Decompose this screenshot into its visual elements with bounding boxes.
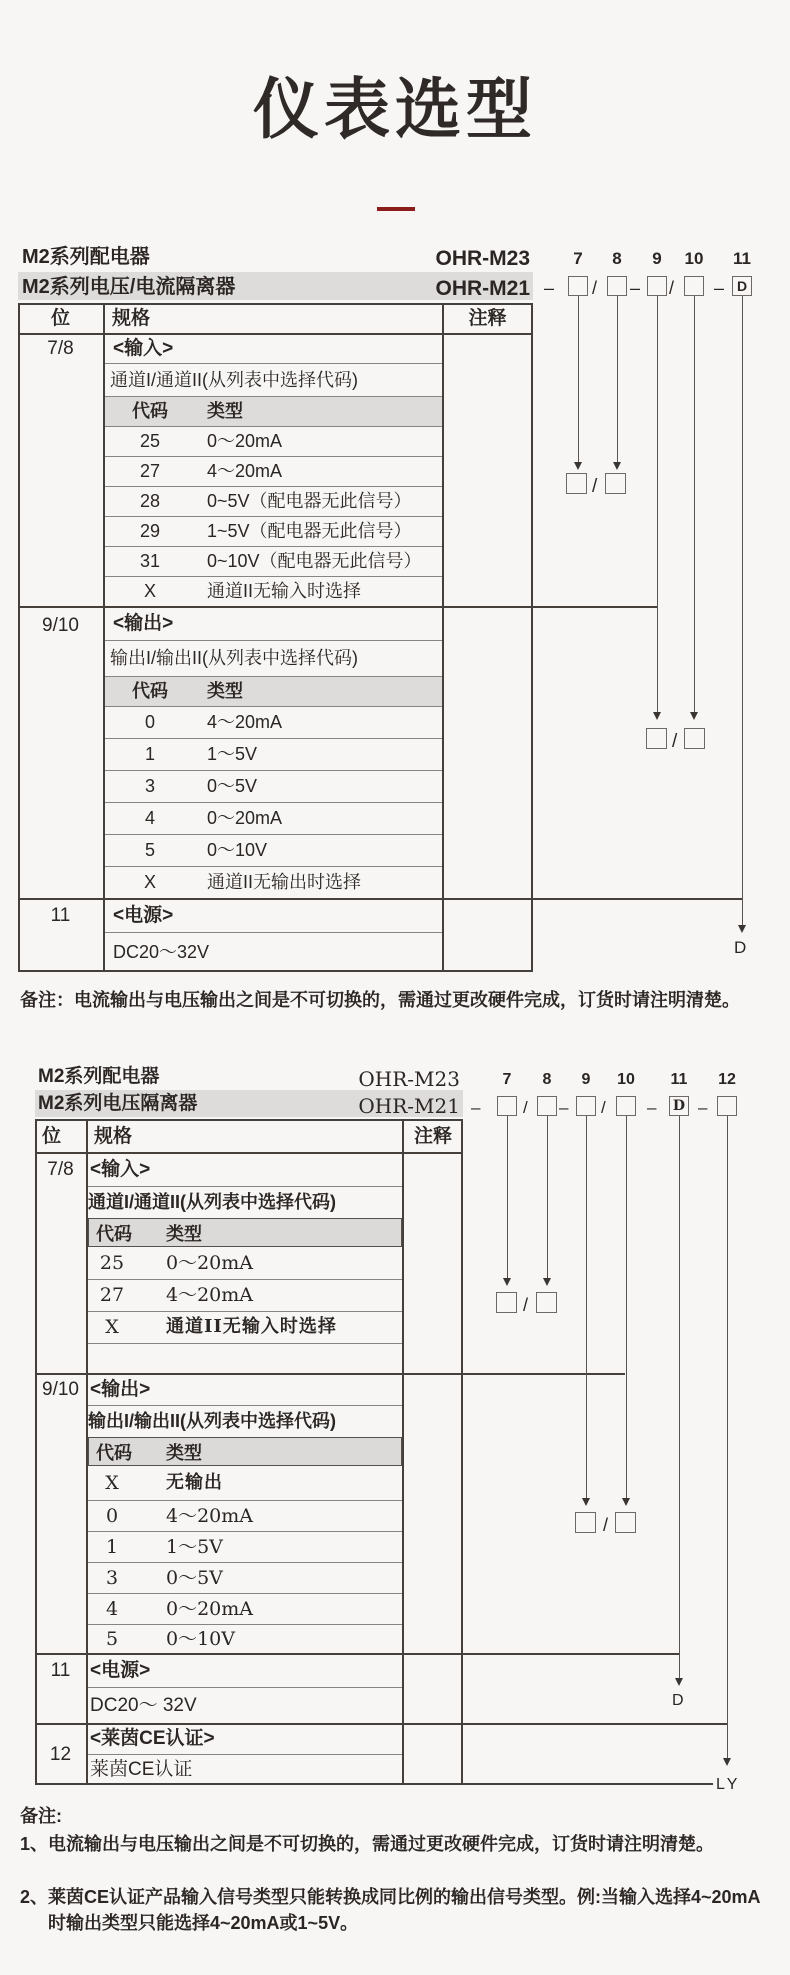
target-slash: / bbox=[603, 1515, 609, 1535]
row-border bbox=[105, 770, 442, 771]
row-border bbox=[18, 333, 533, 335]
output-code-target-box bbox=[615, 1512, 636, 1533]
ce-cert-value: 莱茵CE认证 bbox=[90, 1759, 193, 1780]
code-cell: 25 bbox=[99, 1252, 125, 1274]
code-slot-box-12 bbox=[717, 1096, 737, 1116]
code-type-header-band bbox=[88, 1437, 402, 1466]
type-cell: 4～20mA bbox=[166, 1284, 254, 1306]
code-slot-box-10 bbox=[684, 276, 704, 296]
leader-line bbox=[742, 296, 743, 925]
leader-line bbox=[626, 1116, 627, 1498]
code-cell: X bbox=[105, 1316, 119, 1338]
row-border bbox=[105, 834, 442, 835]
arrow-down-icon bbox=[503, 1278, 511, 1286]
code-cell: 5 bbox=[105, 1628, 119, 1650]
section-subtitle: 通道I/通道II(从列表中选择代码) bbox=[88, 1192, 336, 1212]
code-slot-box-9 bbox=[647, 276, 667, 296]
code-slot-box-9 bbox=[576, 1096, 596, 1116]
header-pos: 位 bbox=[42, 1126, 62, 1147]
code-separator-dash: – bbox=[647, 1098, 657, 1117]
code-slot-box-10 bbox=[616, 1096, 636, 1116]
code-separator-dash: – bbox=[544, 278, 555, 298]
row-border bbox=[105, 576, 442, 577]
type-cell: 通道II无输入时选择 bbox=[207, 581, 362, 601]
code-cell: X bbox=[105, 1472, 119, 1494]
input-code-target-box bbox=[605, 473, 626, 494]
target-slash: / bbox=[672, 731, 678, 752]
model-code-ohr-m21: OHR-M21 bbox=[435, 277, 530, 300]
model-code-ohr-m21: OHR-M21 bbox=[358, 1094, 460, 1118]
type-cell: 0～10V bbox=[166, 1628, 235, 1650]
section-border bbox=[18, 606, 533, 608]
position-number-9: 9 bbox=[652, 249, 662, 268]
code-cell: 4 bbox=[105, 1598, 119, 1620]
col-code: 代码 bbox=[96, 1224, 132, 1244]
output-code-target-box bbox=[684, 728, 705, 749]
col-type: 类型 bbox=[207, 681, 243, 701]
leader-line bbox=[586, 1116, 587, 1498]
product-name-m23: M2系列配电器 bbox=[38, 1066, 160, 1087]
position-number-8: 8 bbox=[542, 1071, 552, 1088]
row-border bbox=[105, 456, 442, 457]
section-border bbox=[35, 1373, 463, 1375]
row-border bbox=[88, 1279, 402, 1280]
type-cell: 0~10V（配电器无此信号） bbox=[207, 551, 422, 571]
section-border bbox=[35, 1723, 463, 1725]
code-cell: 0 bbox=[105, 1505, 119, 1527]
section-pos: 11 bbox=[50, 905, 71, 926]
leader-line bbox=[578, 296, 579, 462]
row-border bbox=[105, 396, 442, 397]
header-spec: 规格 bbox=[94, 1126, 133, 1147]
note-item-2: 2、莱茵CE认证产品输入信号类型只能转换成同比例的输出信号类型。例:当输入选择4~20mA时输出类型只能选择4~20mA或1~5V。 bbox=[20, 1887, 761, 1933]
code-cell: 28 bbox=[139, 491, 161, 511]
type-cell: 4～20mA bbox=[207, 461, 283, 481]
code-cell: X bbox=[143, 872, 156, 892]
section-border bbox=[18, 898, 533, 900]
leader-line bbox=[507, 1116, 508, 1278]
code-type-header-band bbox=[88, 1218, 402, 1247]
arrow-down-icon bbox=[723, 1758, 731, 1766]
code-cell: 31 bbox=[139, 551, 161, 571]
position-number-9: 9 bbox=[581, 1071, 591, 1088]
row-border bbox=[105, 426, 442, 427]
code-cell: 1 bbox=[144, 744, 155, 764]
type-cell: 4～20mA bbox=[166, 1505, 254, 1527]
type-cell: 0～10V bbox=[207, 840, 268, 860]
target-slash: / bbox=[523, 1295, 529, 1315]
header-spec: 规格 bbox=[112, 308, 151, 329]
page-title: 仪表选型 bbox=[253, 72, 537, 146]
d-code-box: D bbox=[669, 1096, 689, 1116]
input-code-target-box bbox=[536, 1292, 557, 1313]
col-code: 代码 bbox=[96, 1443, 132, 1463]
col-type: 类型 bbox=[166, 1443, 202, 1463]
section-title: <电源> bbox=[90, 1660, 151, 1681]
row-border bbox=[105, 932, 442, 933]
row-border bbox=[105, 486, 442, 487]
section-title: <输出> bbox=[113, 613, 174, 634]
arrow-down-icon bbox=[622, 1498, 630, 1506]
code-cell: 29 bbox=[139, 521, 161, 541]
arrow-down-icon bbox=[582, 1498, 590, 1506]
note-label: 备注: bbox=[20, 1806, 62, 1826]
product-name-m23: M2系列配电器 bbox=[22, 246, 150, 268]
row-border bbox=[105, 738, 442, 739]
arrow-down-icon bbox=[543, 1278, 551, 1286]
code-separator-slash: / bbox=[601, 1098, 606, 1117]
ce-end-label: LY bbox=[716, 1776, 741, 1793]
type-cell: 0～5V bbox=[207, 776, 258, 796]
header-note: 注释 bbox=[468, 308, 507, 329]
arrow-down-icon bbox=[574, 462, 582, 470]
row-border bbox=[88, 1500, 402, 1501]
code-cell: 5 bbox=[144, 840, 155, 860]
leader-line bbox=[657, 296, 658, 712]
row-border bbox=[105, 363, 442, 364]
row-border bbox=[88, 1343, 402, 1344]
row-border bbox=[88, 1405, 402, 1406]
power-value: DC20～ 32V bbox=[90, 1695, 197, 1716]
row-border bbox=[88, 1687, 402, 1688]
header-pos: 位 bbox=[50, 308, 70, 329]
type-cell: 0～20mA bbox=[207, 431, 283, 451]
model-code-ohr-m23: OHR-M23 bbox=[435, 247, 530, 270]
row-border bbox=[88, 1562, 402, 1563]
col-type: 类型 bbox=[166, 1224, 202, 1244]
code-separator-dash: – bbox=[714, 278, 725, 298]
code-separator-dash: – bbox=[471, 1098, 481, 1117]
code-separator-slash: / bbox=[523, 1098, 528, 1117]
product-name-m21: M2系列电压/电流隔离器 bbox=[22, 276, 236, 298]
type-cell: 1~5V（配电器无此信号） bbox=[207, 521, 412, 541]
section-title: <输入> bbox=[90, 1159, 151, 1180]
code-cell: 25 bbox=[139, 431, 161, 451]
code-separator-slash: / bbox=[669, 278, 675, 298]
section-pos: 11 bbox=[50, 1660, 71, 1681]
code-cell: 27 bbox=[139, 461, 161, 481]
type-cell: 4～20mA bbox=[207, 712, 283, 732]
type-cell: 0～20mA bbox=[166, 1252, 254, 1274]
position-number-11: 11 bbox=[733, 249, 751, 268]
section-subtitle: 通道I/通道II(从列表中选择代码) bbox=[110, 370, 358, 390]
code-slot-box-8 bbox=[537, 1096, 557, 1116]
code-cell: 3 bbox=[105, 1567, 119, 1589]
input-code-target-box bbox=[566, 473, 587, 494]
position-number-8: 8 bbox=[612, 249, 622, 268]
code-cell: 4 bbox=[144, 808, 155, 828]
row-border bbox=[88, 1186, 402, 1187]
section-border-extension bbox=[533, 898, 742, 900]
bottom-border-extension bbox=[463, 1783, 713, 1785]
power-end-label: D bbox=[672, 1692, 684, 1709]
arrow-down-icon bbox=[613, 462, 621, 470]
row-border bbox=[105, 546, 442, 547]
type-cell: 0～5V bbox=[166, 1567, 223, 1589]
header-note: 注释 bbox=[413, 1126, 452, 1147]
note-line: 备注：电流输出与电压输出之间是不可切换的，需通过更改硬件完成，订货时请注明清楚。 bbox=[20, 990, 740, 1010]
code-cell: 1 bbox=[105, 1536, 119, 1558]
section-border-extension bbox=[463, 1723, 727, 1725]
row-border bbox=[105, 640, 442, 641]
power-value: DC20～32V bbox=[113, 942, 210, 962]
col-code: 代码 bbox=[132, 401, 168, 421]
code-cell: 0 bbox=[144, 712, 155, 732]
type-cell: 通道II无输入时选择 bbox=[166, 1316, 337, 1337]
position-number-12: 12 bbox=[718, 1071, 736, 1088]
code-slot-box-7 bbox=[497, 1096, 517, 1116]
row-border bbox=[105, 516, 442, 517]
title-accent-dash bbox=[377, 207, 415, 211]
section-border-extension bbox=[533, 606, 657, 608]
section-title: <莱茵CE认证> bbox=[90, 1728, 215, 1749]
section-border-extension bbox=[463, 1373, 625, 1375]
code-slot-box-8 bbox=[607, 276, 627, 296]
row-border bbox=[88, 1624, 402, 1625]
position-number-7: 7 bbox=[502, 1071, 512, 1088]
section-title: <输入> bbox=[113, 338, 174, 359]
code-separator-dash: – bbox=[630, 278, 641, 298]
position-number-11: 11 bbox=[670, 1071, 688, 1088]
leader-line bbox=[617, 296, 618, 462]
row-border bbox=[88, 1311, 402, 1312]
code-cell: X bbox=[143, 581, 156, 601]
row-border bbox=[105, 706, 442, 707]
position-number-7: 7 bbox=[573, 249, 583, 268]
output-code-target-box bbox=[575, 1512, 596, 1533]
code-separator-dash: – bbox=[698, 1098, 708, 1117]
type-cell: 无输出 bbox=[166, 1472, 223, 1493]
leader-line bbox=[547, 1116, 548, 1278]
section-title: <输出> bbox=[90, 1379, 151, 1400]
row-border bbox=[88, 1531, 402, 1532]
code-cell: 27 bbox=[99, 1284, 125, 1306]
section-border bbox=[35, 1653, 463, 1655]
section-pos: 12 bbox=[49, 1744, 72, 1765]
target-slash: / bbox=[592, 476, 598, 497]
arrow-down-icon bbox=[653, 712, 661, 720]
section-pos: 7/8 bbox=[47, 338, 74, 359]
output-code-target-box bbox=[646, 728, 667, 749]
model-code-ohr-m23: OHR-M23 bbox=[358, 1067, 460, 1091]
row-border bbox=[35, 1152, 463, 1154]
section-subtitle: 输出I/输出II(从列表中选择代码) bbox=[110, 648, 358, 668]
power-end-label: D bbox=[734, 938, 747, 957]
row-border bbox=[88, 1754, 402, 1755]
type-cell: 0～20mA bbox=[207, 808, 283, 828]
section-title: <电源> bbox=[113, 905, 174, 926]
col-type: 类型 bbox=[207, 401, 243, 421]
col-code: 代码 bbox=[132, 681, 168, 701]
leader-line bbox=[694, 296, 695, 712]
section-pos: 7/8 bbox=[47, 1159, 74, 1180]
row-border bbox=[105, 676, 442, 677]
section-border-extension bbox=[463, 1653, 679, 1655]
arrow-down-icon bbox=[675, 1678, 683, 1686]
type-cell: 0～20mA bbox=[166, 1598, 254, 1620]
arrow-down-icon bbox=[690, 712, 698, 720]
d-code-box: D bbox=[732, 276, 752, 296]
type-cell: 0~5V（配电器无此信号） bbox=[207, 491, 412, 511]
row-border bbox=[105, 802, 442, 803]
type-cell: 1～5V bbox=[166, 1536, 223, 1558]
section-pos: 9/10 bbox=[42, 615, 79, 636]
code-slot-box-7 bbox=[568, 276, 588, 296]
arrow-down-icon bbox=[738, 925, 746, 933]
product-name-m21: M2系列电压隔离器 bbox=[38, 1093, 198, 1114]
type-cell: 1～5V bbox=[207, 744, 258, 764]
row-border bbox=[105, 866, 442, 867]
leader-line bbox=[679, 1116, 680, 1678]
row-border bbox=[88, 1593, 402, 1594]
column-divider bbox=[402, 1119, 404, 1785]
section-pos: 9/10 bbox=[42, 1379, 79, 1400]
position-number-10: 10 bbox=[684, 249, 704, 268]
input-code-target-box bbox=[496, 1292, 517, 1313]
section-subtitle: 输出I/输出II(从列表中选择代码) bbox=[88, 1411, 336, 1431]
position-number-10: 10 bbox=[617, 1071, 635, 1088]
code-separator-dash: – bbox=[559, 1098, 569, 1117]
column-divider bbox=[442, 303, 444, 972]
code-separator-slash: / bbox=[592, 278, 598, 298]
type-cell: 通道II无输出时选择 bbox=[207, 872, 362, 892]
leader-line bbox=[727, 1116, 728, 1758]
code-cell: 3 bbox=[144, 776, 155, 796]
note-item-1: 1、电流输出与电压输出之间是不可切换的，需通过更改硬件完成，订货时请注明清楚。 bbox=[20, 1834, 715, 1854]
